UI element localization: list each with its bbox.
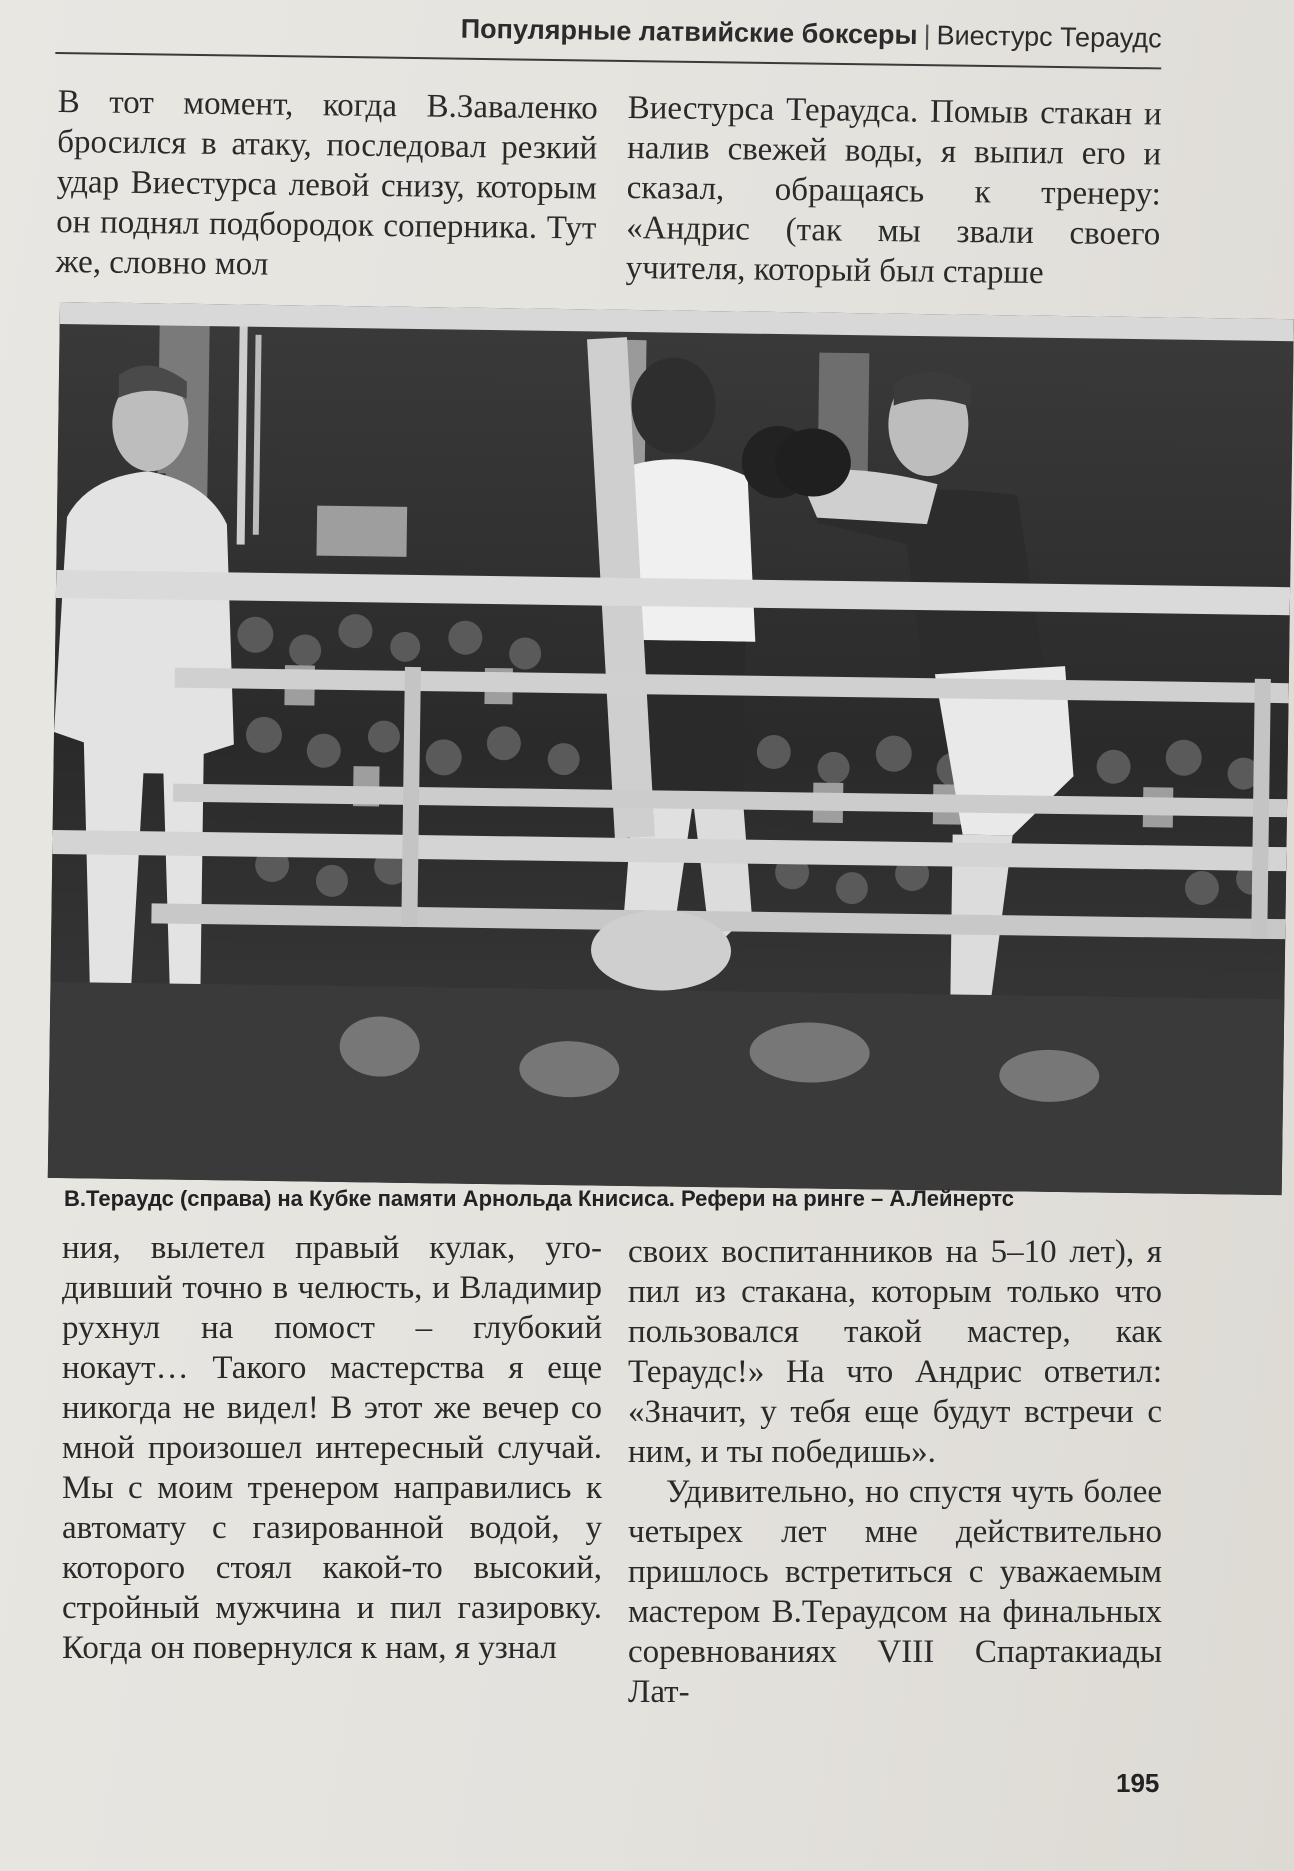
paragraph: В тот момент, когда В.Заваленко бросился в атаку, последовал резкий удар Виестурса левой снизу, которым он поднял подбородок соперника. Тут же, словно мол <box>55 83 598 283</box>
boxing-photo-illustration <box>48 302 1294 1195</box>
text-column-top-left <box>56 82 598 289</box>
header-section-title: Популярные латвийские боксеры <box>460 13 918 51</box>
page-number: 195 <box>1116 1768 1160 1798</box>
header-rule <box>55 52 1161 69</box>
paragraph: своих воспитанников на 5–10 лет), я пил из стакана, которым только что пользовался такой мастер, как Тераудс!» На что Андрис ответил: «Значит, у тебя еще будут встречи с ним, и ты победишь». <box>628 1234 1162 1470</box>
boxing-photo <box>48 302 1294 1195</box>
photo-caption: В.Тераудс (справа) на Кубке памяти Арнольда Книсиса. Рефери на ринге – А.Лейнертс <box>64 1186 1014 1211</box>
header-separator: | <box>923 20 931 51</box>
paragraph: ния, вылетел правый кулак, угодивший точно в челюсть, и Владимир рухнул на помост – глубокий нокаут… Такого мастерства я еще никогда не видел! В этот же вечер со мной произошел интересный случай. Мы с моим тренером направились к автомату с газированной водой, у которого стоял какой-то высокий, стройный мужчина и пил газировку. Когда он повернулся к нам, я узнал <box>62 1230 602 1666</box>
text-column-top-right <box>626 88 1162 295</box>
header-text <box>461 14 1162 55</box>
text-column-bottom-right <box>628 1232 1162 1712</box>
header-subject: Виестурс Тераудс <box>936 20 1162 54</box>
paragraph: Виестурса Тераудса. Помыв стакан и налив свежей воды, я выпил его и сказал, обращаясь к тренеру: «Андрис (так мы звали своего учителя, который был старше <box>625 89 1162 292</box>
text-column-bottom-left <box>62 1228 602 1668</box>
running-header <box>55 6 1162 91</box>
paragraph: Удивительно, но спустя чуть более четырех лет мне действительно пришлось встретиться с уважаемым мастером В.Тераудсом на финальных соревнованиях VIII Спартакиады Лат- <box>628 1474 1162 1710</box>
